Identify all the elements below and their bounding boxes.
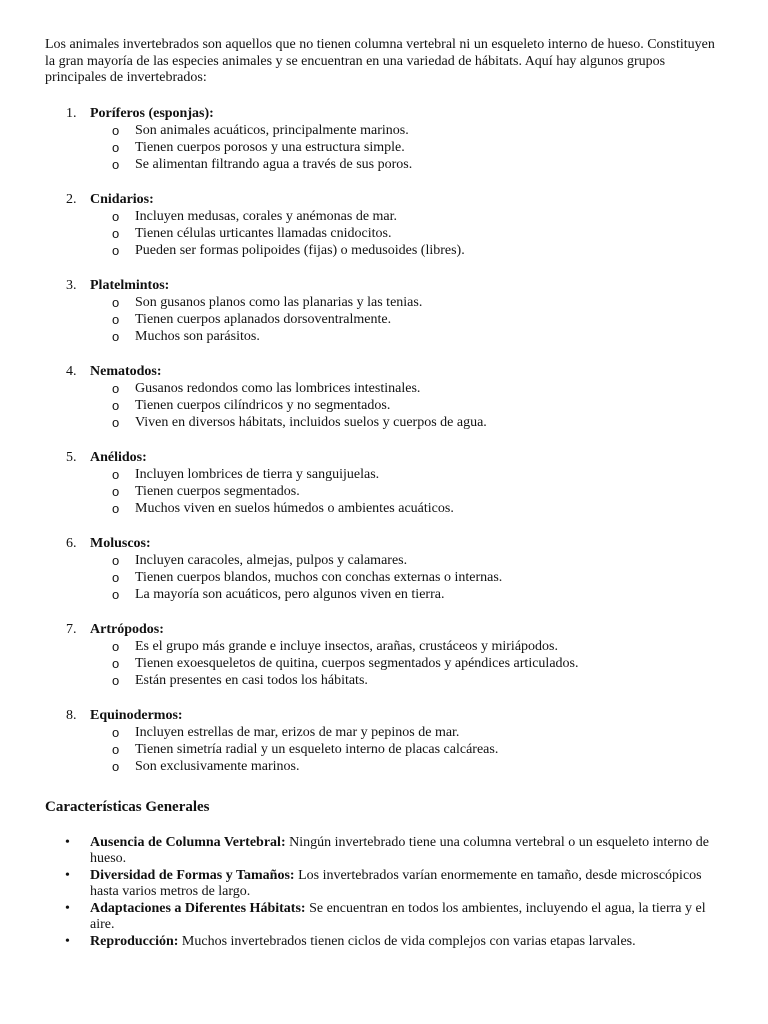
list-item — [90, 397, 723, 414]
list-item — [90, 741, 723, 758]
list-item — [90, 294, 723, 311]
list-item — [45, 901, 723, 934]
detail-text: Incluyen estrellas de mar, erizos de mar y pepinos de mar. — [135, 724, 460, 740]
group-item — [45, 449, 723, 517]
detail-text: Muchos son parásitos. — [135, 328, 260, 344]
group-number: 7. — [66, 621, 77, 637]
list-item — [90, 672, 723, 689]
intro-paragraph: Los animales invertebrados son aquellos que no tienen columna vertebral ni un esqueleto interno de hueso. Constituyen la gran mayoría de las especies animales y se encuentran en una variedad de hábitats. Aquí hay algunos grupos principales de invertebrados: — [45, 37, 715, 85]
list-item — [90, 225, 723, 242]
detail-text: Tienen cuerpos segmentados. — [135, 483, 300, 499]
group-number: 8. — [66, 707, 77, 723]
list-item — [90, 156, 723, 173]
group-details — [90, 122, 723, 173]
sub-bullet: o — [112, 741, 120, 757]
list-item — [90, 311, 723, 328]
list-item — [90, 122, 723, 139]
detail-text: Incluyen lombrices de tierra y sanguijuelas. — [135, 466, 380, 482]
detail-text: Viven en diversos hábitats, incluidos suelos y cuerpos de agua. — [135, 414, 487, 430]
sub-bullet: o — [112, 208, 120, 224]
list-item — [90, 242, 723, 259]
list-item — [90, 139, 723, 156]
detail-text: Pueden ser formas polipoides (fijas) o medusoides (libres). — [135, 242, 465, 258]
sub-bullet: o — [112, 724, 120, 740]
group-item — [45, 535, 723, 603]
invertebrate-groups-list — [45, 105, 723, 775]
group-details — [90, 208, 723, 259]
bullet-icon: • — [65, 834, 70, 850]
characteristic-term: Ausencia de Columna Vertebral: — [90, 834, 286, 850]
sub-bullet: o — [112, 758, 120, 774]
sub-bullet: o — [112, 328, 120, 344]
sub-bullet: o — [112, 139, 120, 155]
characteristic-text: Se encuentran en todos los ambientes, incluyendo el agua, la tierra y el aire. — [90, 900, 706, 932]
group-details — [90, 638, 723, 689]
list-item — [90, 638, 723, 655]
group-number: 5. — [66, 449, 77, 465]
sub-bullet: o — [112, 586, 120, 602]
group-number: 1. — [66, 105, 77, 121]
sub-bullet: o — [112, 466, 120, 482]
detail-text: Tienen cuerpos porosos y una estructura simple. — [135, 139, 405, 155]
list-item — [90, 380, 723, 397]
sub-bullet: o — [112, 242, 120, 258]
list-item — [45, 934, 723, 951]
bullet-icon: • — [65, 900, 70, 916]
detail-text: Están presentes en casi todos los hábitats. — [135, 672, 368, 688]
group-item — [45, 191, 723, 259]
group-name: Cnidarios: — [90, 191, 154, 207]
list-item — [90, 414, 723, 431]
sub-bullet: o — [112, 225, 120, 241]
group-number: 4. — [66, 363, 77, 379]
detail-text: Tienen cuerpos aplanados dorsoventralmente. — [135, 311, 392, 327]
list-item — [90, 552, 723, 569]
group-name: Artrópodos: — [90, 621, 164, 637]
list-item — [90, 466, 723, 483]
list-item — [90, 569, 723, 586]
detail-text: Tienen cuerpos blandos, muchos con conchas externas o internas. — [135, 569, 503, 585]
group-item — [45, 363, 723, 431]
general-characteristics-list — [45, 835, 723, 951]
detail-text: Tienen exoesqueletos de quitina, cuerpos segmentados y apéndices articulados. — [135, 655, 579, 671]
list-item — [90, 483, 723, 500]
list-item — [90, 586, 723, 603]
sub-bullet: o — [112, 500, 120, 516]
group-item — [45, 277, 723, 345]
sub-bullet: o — [112, 414, 120, 430]
group-item — [45, 105, 723, 173]
detail-text: Son animales acuáticos, principalmente marinos. — [135, 122, 409, 138]
detail-text: Es el grupo más grande e incluye insectos, arañas, crustáceos y miriápodos. — [135, 638, 558, 654]
list-item — [90, 724, 723, 741]
detail-text: Incluyen caracoles, almejas, pulpos y calamares. — [135, 552, 408, 568]
sub-bullet: o — [112, 552, 120, 568]
sub-bullet: o — [112, 156, 120, 172]
detail-text: Se alimentan filtrando agua a través de sus poros. — [135, 156, 413, 172]
list-item — [90, 758, 723, 775]
group-item — [45, 621, 723, 689]
group-name: Platelmintos: — [90, 277, 170, 293]
sub-bullet: o — [112, 638, 120, 654]
sub-bullet: o — [112, 569, 120, 585]
detail-text: Son gusanos planos como las planarias y las tenias. — [135, 294, 423, 310]
detail-text: Tienen simetría radial y un esqueleto interno de placas calcáreas. — [135, 741, 499, 757]
group-details — [90, 552, 723, 603]
sub-bullet: o — [112, 397, 120, 413]
detail-text: Tienen cuerpos cilíndricos y no segmentados. — [135, 397, 391, 413]
detail-text: Son exclusivamente marinos. — [135, 758, 300, 774]
sub-bullet: o — [112, 483, 120, 499]
sub-bullet: o — [112, 380, 120, 396]
sub-bullet: o — [112, 672, 120, 688]
group-name: Poríferos (esponjas): — [90, 105, 214, 121]
list-item — [45, 868, 723, 901]
list-item — [90, 328, 723, 345]
group-name: Anélidos: — [90, 449, 147, 465]
group-details — [90, 466, 723, 517]
detail-text: Incluyen medusas, corales y anémonas de mar. — [135, 208, 398, 224]
group-number: 3. — [66, 277, 77, 293]
characteristic-term: Diversidad de Formas y Tamaños: — [90, 867, 295, 883]
group-name: Nematodos: — [90, 363, 162, 379]
detail-text: Tienen células urticantes llamadas cnidocitos. — [135, 225, 392, 241]
characteristic-text: Los invertebrados varían enormemente en tamaño, desde microscópicos hasta varios metros de largo. — [90, 867, 702, 899]
group-details — [90, 294, 723, 345]
detail-text: Muchos viven en suelos húmedos o ambientes acuáticos. — [135, 500, 454, 516]
group-details — [90, 380, 723, 431]
characteristic-text: Muchos invertebrados tienen ciclos de vida complejos con varias etapas larvales. — [178, 933, 636, 949]
bullet-icon: • — [65, 933, 70, 949]
bullet-icon: • — [65, 867, 70, 883]
sub-bullet: o — [112, 294, 120, 310]
detail-text: La mayoría son acuáticos, pero algunos viven en tierra. — [135, 586, 445, 602]
list-item — [45, 835, 723, 868]
characteristic-term: Adaptaciones a Diferentes Hábitats: — [90, 900, 306, 916]
characteristic-text: Ningún invertebrado tiene una columna vertebral o un esqueleto interno de hueso. — [90, 834, 709, 866]
section-heading: Características Generales — [45, 798, 210, 815]
detail-text: Gusanos redondos como las lombrices intestinales. — [135, 380, 421, 396]
group-details — [90, 724, 723, 775]
group-number: 2. — [66, 191, 77, 207]
list-item — [90, 500, 723, 517]
sub-bullet: o — [112, 655, 120, 671]
list-item — [90, 655, 723, 672]
group-item — [45, 707, 723, 775]
sub-bullet: o — [112, 311, 120, 327]
list-item — [90, 208, 723, 225]
group-number: 6. — [66, 535, 77, 551]
group-name: Equinodermos: — [90, 707, 183, 723]
characteristic-term: Reproducción: — [90, 933, 179, 949]
sub-bullet: o — [112, 122, 120, 138]
group-name: Moluscos: — [90, 535, 151, 551]
